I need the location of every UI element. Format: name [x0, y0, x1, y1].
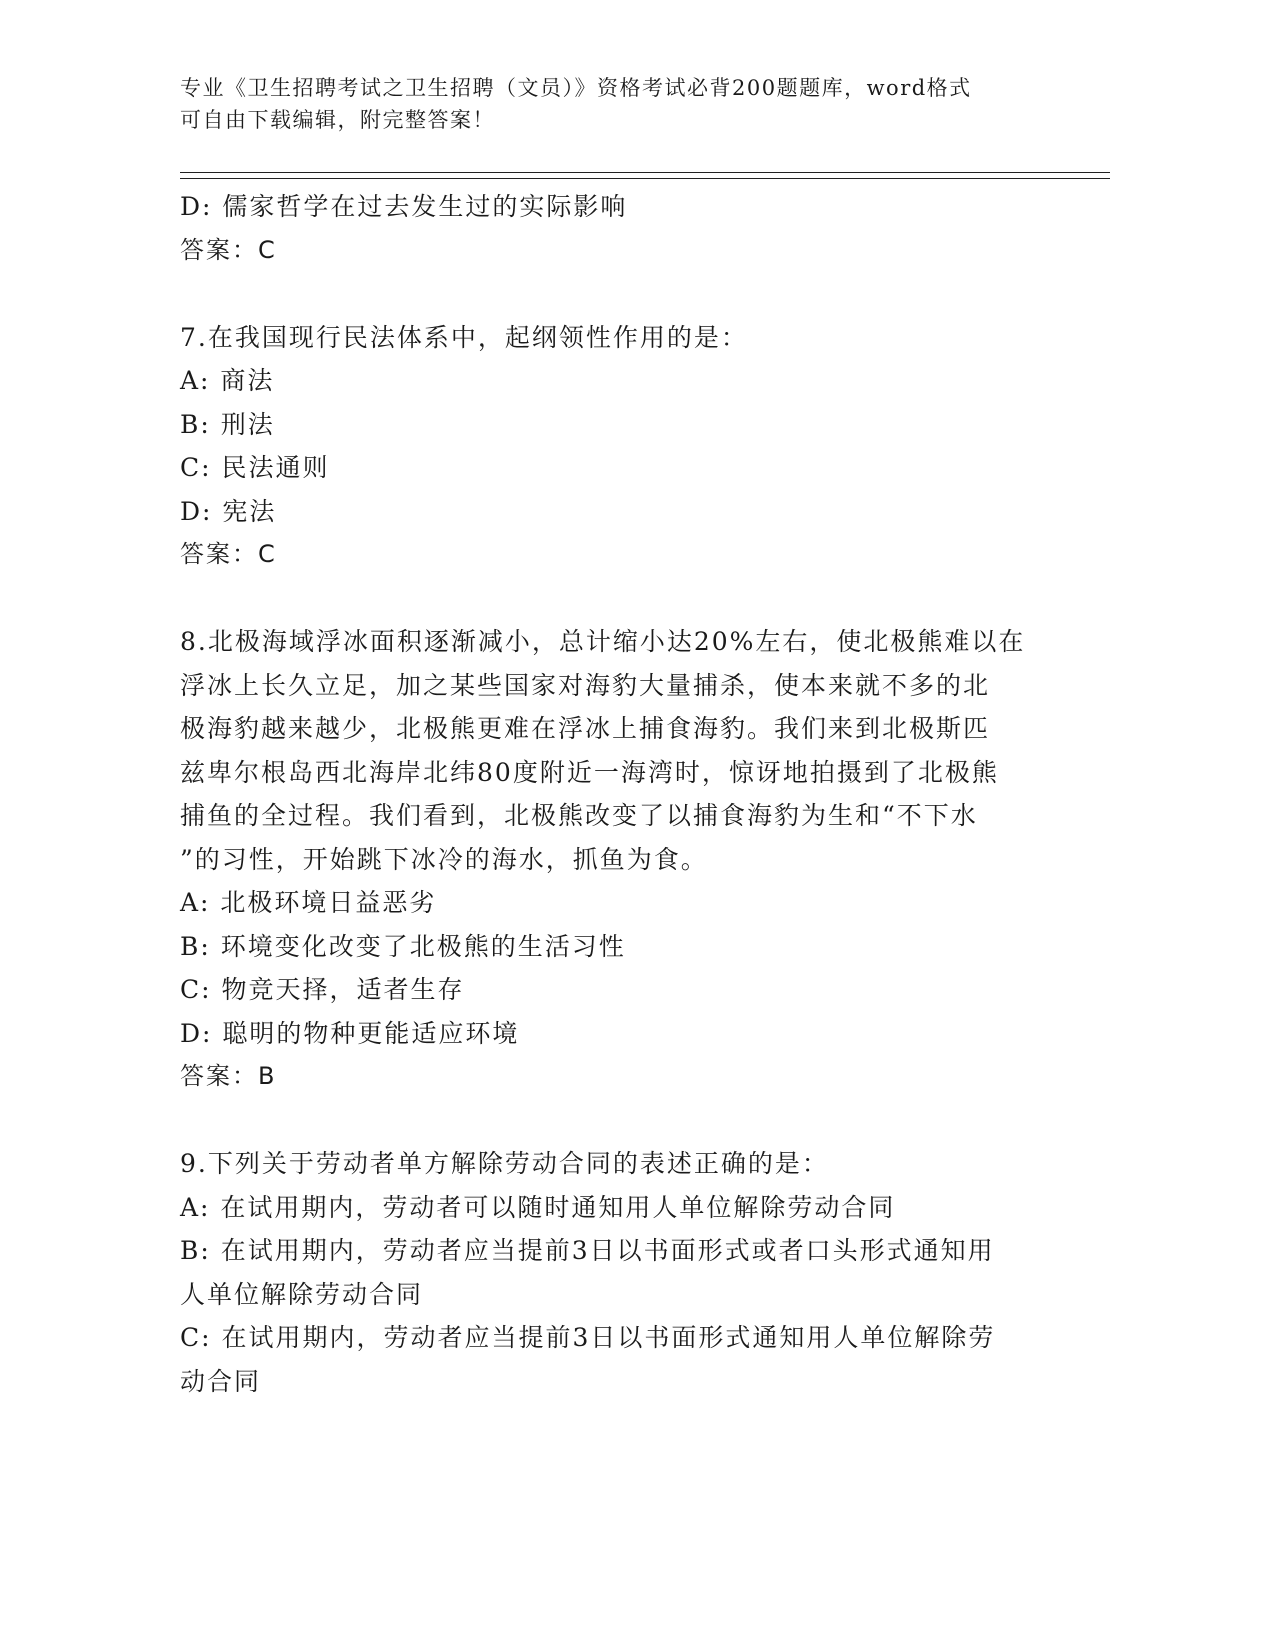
- option-a: A: 在试用期内，劳动者可以随时通知用人单位解除劳动合同: [180, 1192, 896, 1222]
- question-9: [180, 1142, 1060, 1403]
- option-d: D: 聪明的物种更能适应环境: [180, 1018, 520, 1048]
- question-stem-line: ”的习性，开始跳下冰冷的海水，抓鱼为食。: [180, 844, 708, 874]
- option-a: A: 商法: [180, 366, 275, 395]
- question-stem-line: 浮冰上长久立足，加之某些国家对海豹大量捕杀，使本来就不多的北: [180, 670, 991, 700]
- answer: 答案：C: [180, 235, 277, 264]
- spacer: [180, 577, 1060, 621]
- header-divider-bottom: [180, 178, 1110, 179]
- header-title-line-2: 可自由下载编辑，附完整答案！: [180, 108, 495, 132]
- option-c-line: 动合同: [180, 1366, 262, 1396]
- option-c: C: 民法通则: [180, 453, 330, 482]
- option-b: B: 环境变化改变了北极熊的生活习性: [180, 931, 626, 961]
- question-stem-line: 兹卑尔根岛西北海岸北纬80度附近一海湾时，惊讶地拍摄到了北极熊: [180, 757, 999, 787]
- header-title-line-1: 专业《卫生招聘考试之卫生招聘（文员）》资格考试必背200题题库，word格式: [180, 76, 972, 100]
- option-c-line: C: 在试用期内，劳动者应当提前3日以书面形式通知用人单位解除劳: [180, 1323, 996, 1352]
- question-stem: 9.下列关于劳动者单方解除劳动合同的表述正确的是：: [180, 1149, 829, 1178]
- question-6: [180, 185, 1060, 272]
- question-stem-line: 捕鱼的全过程。我们看到，北极熊改变了以捕食海豹为生和“不下水: [180, 801, 978, 830]
- option-b: B: 刑法: [180, 409, 275, 439]
- document-header: [180, 72, 1040, 136]
- header-divider-top: [180, 172, 1110, 173]
- question-7: [180, 316, 1060, 577]
- option-d: D: 儒家哲学在过去发生过的实际影响: [180, 192, 628, 221]
- option-b-line: 人单位解除劳动合同: [180, 1279, 424, 1309]
- spacer: [180, 1099, 1060, 1143]
- question-8: [180, 620, 1060, 1099]
- answer: 答案：C: [180, 540, 277, 568]
- question-stem-line: 8.北极海域浮冰面积逐渐减小，总计缩小达20%左右，使北极熊难以在: [180, 627, 1026, 656]
- option-a: A: 北极环境日益恶劣: [180, 888, 437, 917]
- option-b-line: B: 在试用期内，劳动者应当提前3日以书面形式或者口头形式通知用: [180, 1236, 995, 1265]
- spacer: [180, 272, 1060, 316]
- option-c: C: 物竞天择，适者生存: [180, 975, 465, 1004]
- answer: 答案：B: [180, 1062, 277, 1090]
- question-content: [180, 185, 1060, 1403]
- question-stem: 7.在我国现行民法体系中，起纲领性作用的是：: [180, 322, 748, 352]
- option-d: D: 宪法: [180, 496, 277, 526]
- question-stem-line: 极海豹越来越少，北极熊更难在浮冰上捕食海豹。我们来到北极斯匹: [180, 714, 991, 743]
